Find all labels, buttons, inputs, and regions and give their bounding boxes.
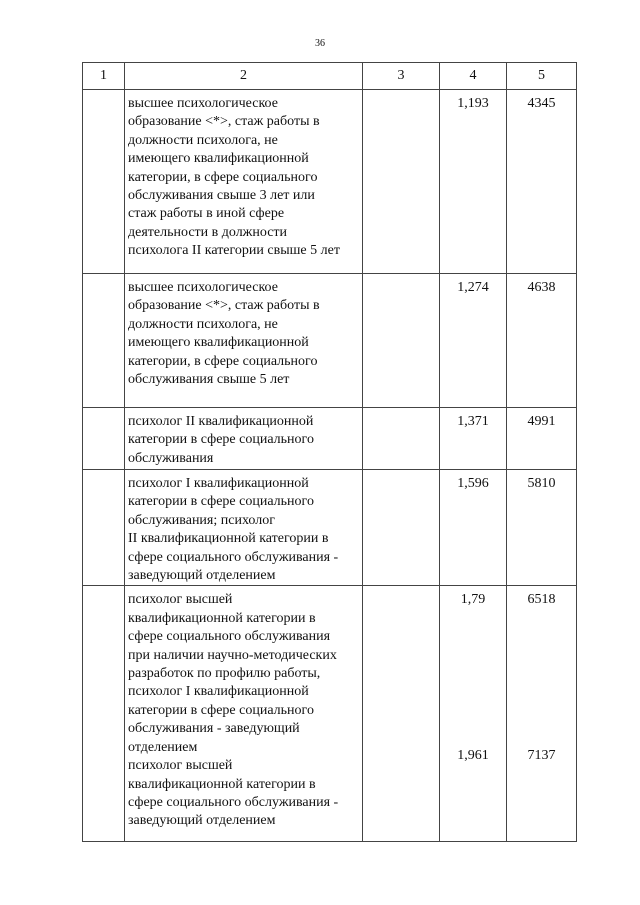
salary: 4638 [507,274,577,408]
position-description-2: психолог высшей квалификационной категории в сфере социального обслуживания - заведующий отделением [128,758,339,829]
table-row [83,470,577,586]
header-col-1: 1 [83,63,125,90]
cell-empty [363,90,440,274]
salary-table [82,62,577,842]
coefficient: 1,596 [440,470,507,586]
header-row [83,63,577,90]
cell-empty [83,90,125,274]
header-col-5: 5 [507,63,577,90]
salary-2: 7137 [527,747,556,763]
salary: 4991 [507,408,577,470]
position-description: психолог высшей квалификационной категории в сферe социального обслуживания при наличии научно-методических разработок по профилю работы, психолог I квалификационной категории в сфере социального обслуживания - заведующий отделением [128,592,337,755]
page-number: 36 [315,38,325,49]
cell-empty [83,408,125,470]
position-description: психолог II квалификационной категории в сфере социального обслуживания [128,414,314,466]
cell-empty [83,274,125,408]
cell-empty [83,470,125,586]
cell-empty [363,586,440,842]
table-row [83,586,577,842]
salary: 6518 [527,592,556,608]
salary: 4345 [507,90,577,274]
coefficient: 1,371 [440,408,507,470]
table-row [83,274,577,408]
header-col-2: 2 [125,63,363,90]
coefficient-2: 1,961 [457,747,489,763]
cell-empty [363,470,440,586]
cell-empty [363,274,440,408]
salary: 5810 [507,470,577,586]
position-description: высшее психологическое образование <*>, стаж работы в должности психолога, не имеющего квалификационной категории, в сфере социального обслуживания свыше 5 лет [128,280,320,388]
cell-empty [363,408,440,470]
header-col-4: 4 [440,63,507,90]
table-row [83,90,577,274]
position-description: психолог I квалификационной категории в сфере социального обслуживания; психолог II квалификационной категории в сфере социального обслуживания - заведующий отделением [128,476,339,584]
table-row [83,408,577,470]
coefficient: 1,274 [440,274,507,408]
coefficient: 1,193 [440,90,507,274]
header-col-3: 3 [363,63,440,90]
cell-empty [83,586,125,842]
position-description: высшее психологическое образование <*>, стаж работы в должности психолога, не имеющего квалификационной категории, в сфере социального обслуживания свыше 3 лет или стаж работы в иной сфере деятельности в должности психолога II категории свыше 5 лет [128,96,340,259]
coefficient: 1,79 [460,592,486,608]
